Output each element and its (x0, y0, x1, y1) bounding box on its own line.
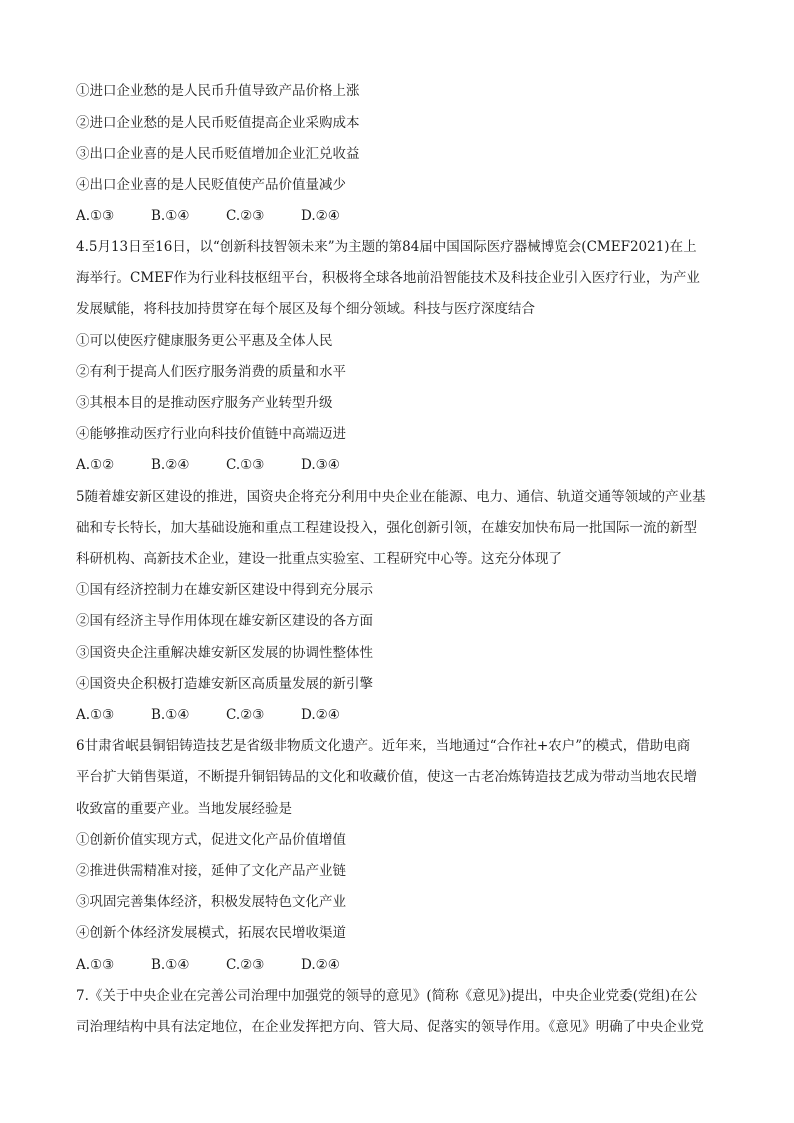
q4-stem-line-2: 海举行。CMEF作为行业科技枢纽平台，积极将全球各地前沿智能技术及科技企业引入医疗行业，为产业 (76, 270, 700, 286)
q6-stem-line-2: 平台扩大销售渠道，不断提升铜铝铸品的文化和收藏价值，使这一古老冶炼铸造技艺成为带动当地农民增 (76, 769, 697, 785)
q5-option-2: ②国有经济主导作用体现在雄安新区建设的各方面 (76, 613, 373, 629)
q7-stem-line-1: 7.《关于中央企业在完善公司治理中加强党的领导的意见》(简称《意见》)提出，中央企业党委(党组)在公 (76, 988, 698, 1004)
q6-choice-a: A.①③ (76, 957, 115, 973)
q3-choice-d: D.②④ (301, 208, 340, 224)
q5-choice-d: D.②④ (301, 707, 340, 723)
q4-option-3: ③其根本目的是推动医疗服务产业转型升级 (76, 395, 333, 411)
q5-option-1: ①国有经济控制力在雄安新区建设中得到充分展示 (76, 582, 373, 598)
q3-choice-a: A.①③ (76, 208, 115, 224)
q3-choice-c: C.②③ (226, 208, 265, 224)
q4-choice-d: D.③④ (301, 457, 340, 473)
q5-option-4: ④国资央企积极打造雄安新区高质量发展的新引擎 (76, 676, 373, 692)
q4-option-1: ①可以使医疗健康服务更公平惠及全体人民 (76, 333, 333, 349)
q6-choice-b: B.①④ (151, 957, 190, 973)
q5-option-3: ③国资央企注重解决雄安新区发展的协调性整体性 (76, 645, 373, 661)
q4-stem-line-1: 4.5月13日至16日，以“创新科技智领未来”为主题的第84届中国国际医疗器械博览会(CMEF2021)在上 (76, 239, 697, 255)
q6-option-4: ④创新个体经济发展模式，拓展农民增收渠道 (76, 925, 346, 941)
q4-choice-c: C.①③ (226, 457, 265, 473)
q4-option-2: ②有利于提高人们医疗服务消费的质量和水平 (76, 364, 346, 380)
q6-answer-choices (76, 955, 376, 975)
q6-option-3: ③巩固完善集体经济，积极发展特色文化产业 (76, 894, 346, 910)
q6-choice-c: C.②③ (226, 957, 265, 973)
q5-stem-line-2: 础和专长特长，加大基础设施和重点工程建设投入，强化创新引领，在雄安加快布局一批国际一流的新型 (76, 520, 697, 536)
q6-option-1: ①创新价值实现方式，促进文化产品价值增值 (76, 832, 346, 848)
q5-stem-line-3: 科研机构、高新技术企业，建设一批重点实验室、工程研究中心等。这充分体现了 (76, 551, 562, 567)
q3-option-3: ③出口企业喜的是人民币贬值增加企业汇兑收益 (76, 146, 360, 162)
q5-choice-c: C.②③ (226, 707, 265, 723)
q5-stem-line-1: 5随着雄安新区建设的推进，国资央企将充分利用中央企业在能源、电力、通信、轨道交通等领域的产业基 (76, 489, 706, 505)
q4-choice-b: B.②④ (151, 457, 190, 473)
q4-choice-a: A.①② (76, 457, 115, 473)
q5-choice-a: A.①③ (76, 707, 115, 723)
q6-choice-d: D.②④ (301, 957, 340, 973)
q4-stem-line-3: 发展赋能，将科技加持贯穿在每个展区及每个细分领域。科技与医疗深度结合 (76, 301, 535, 317)
q3-option-1: ①进口企业愁的是人民币升值导致产品价格上涨 (76, 83, 360, 99)
q6-option-2: ②推进供需精准对接，延伸了文化产品产业链 (76, 863, 346, 879)
q3-choice-b: B.①④ (151, 208, 190, 224)
q4-option-4: ④能够推动医疗行业向科技价值链中高端迈进 (76, 426, 346, 442)
q6-stem-line-3: 收致富的重要产业。当地发展经验是 (76, 801, 292, 817)
q7-stem-line-2: 司治理结构中具有法定地位，在企业发挥把方向、管大局、促落实的领导作用。《意见》明确了中央企业党 (76, 1019, 704, 1035)
q5-answer-choices (76, 705, 376, 725)
q3-option-2: ②进口企业愁的是人民币贬值提高企业采购成本 (76, 115, 360, 131)
q5-choice-b: B.①④ (151, 707, 190, 723)
q3-answer-choices (76, 206, 376, 226)
q4-answer-choices (76, 455, 376, 475)
q3-option-4: ④出口企业喜的是人民贬值使产品价值量减少 (76, 177, 346, 193)
q6-stem-line-1: 6甘肃省岷县铜铝铸造技艺是省级非物质文化遗产。近年来，当地通过“合作社+农户”的模式，借助电商 (76, 738, 691, 754)
